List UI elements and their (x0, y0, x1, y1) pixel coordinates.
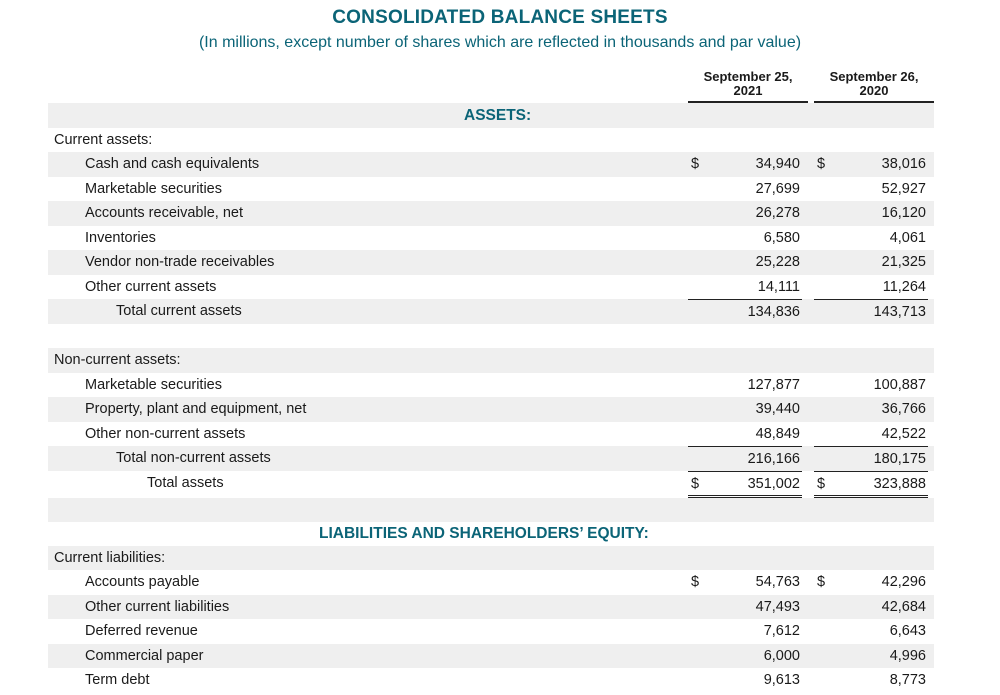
row-value: 127,877 (747, 376, 800, 393)
value-cell-2021 (688, 595, 802, 620)
currency-symbol: $ (817, 156, 826, 172)
row-value: 14,111 (757, 278, 800, 295)
value-cell-2021 (688, 668, 802, 693)
row-label: Property, plant and equipment, net (85, 401, 307, 417)
value-cell-2020 (814, 152, 928, 177)
row-value: 6,643 (889, 623, 926, 639)
value-cell-2020 (814, 644, 928, 669)
value-cell-2021 (688, 201, 802, 226)
column-header-2021 (688, 70, 808, 103)
value-cell-2020 (814, 250, 928, 275)
row-label: Accounts receivable, net (85, 205, 243, 221)
page-title: CONSOLIDATED BALANCE SHEETS (332, 7, 668, 28)
column-header-line: September 26, (829, 69, 919, 84)
table-row (48, 595, 934, 620)
row-label: Inventories (85, 229, 156, 246)
row-value: 351,002 (747, 475, 800, 492)
row-label: Current liabilities: (54, 549, 166, 566)
row-label: Other non-current assets (85, 425, 246, 442)
row-value: 34,940 (755, 156, 800, 172)
value-cell-2021 (688, 644, 802, 669)
currency-symbol: $ (691, 475, 700, 492)
column-header-line: 2020 (859, 83, 889, 98)
section-heading-assets: ASSETS: (464, 107, 532, 124)
value-cell-2021 (688, 299, 802, 324)
currency-symbol: $ (691, 574, 700, 590)
value-cell-2020 (814, 397, 928, 422)
table-row (48, 373, 934, 398)
row-label: Total current assets (116, 303, 242, 319)
value-cell-2021 (688, 397, 802, 422)
table-row (48, 422, 934, 447)
row-label: Deferred revenue (85, 623, 198, 639)
table-row-total (48, 446, 934, 471)
value-cell-2021 (688, 619, 802, 644)
row-value: 6,580 (763, 229, 800, 246)
value-cell-2021 (688, 275, 802, 300)
row-label: Other current assets (85, 278, 217, 295)
row-label: Other current liabilities (85, 598, 230, 615)
section-heading-liabilities: LIABILITIES AND SHAREHOLDERS’ EQUITY: (319, 525, 649, 542)
row-label: Total non-current assets (116, 450, 271, 466)
row-value: 26,278 (755, 205, 800, 221)
row-label: Total assets (147, 474, 224, 491)
row-value: 16,120 (881, 205, 926, 221)
table-row (48, 201, 934, 226)
row-label: Cash and cash equivalents (85, 156, 260, 172)
column-header-2020 (814, 70, 934, 103)
table-row (48, 397, 934, 422)
value-cell-2021 (688, 152, 802, 177)
row-value: 52,927 (881, 180, 926, 197)
row-value: 42,522 (881, 425, 926, 442)
row-value: 323,888 (873, 475, 926, 492)
row-value: 4,996 (889, 647, 926, 664)
column-header-line: 2021 (733, 83, 763, 98)
row-value: 48,849 (755, 425, 800, 442)
currency-symbol: $ (817, 574, 826, 590)
table-row (48, 668, 934, 693)
value-cell-2021 (688, 226, 802, 251)
row-value: 42,296 (881, 574, 926, 590)
value-cell-2021 (688, 570, 802, 595)
row-value: 180,175 (873, 451, 926, 467)
row-label: Non-current assets: (54, 352, 181, 368)
row-value: 36,766 (881, 401, 926, 417)
row-label: Accounts payable (85, 574, 200, 590)
row-value: 25,228 (755, 254, 800, 270)
table-row-total (48, 299, 934, 324)
row-label: Vendor non-trade receivables (85, 254, 275, 270)
row-value: 42,684 (881, 598, 926, 615)
table-row (48, 546, 934, 571)
row-value: 38,016 (881, 156, 926, 172)
page-subtitle: (In millions, except number of shares which are reflected in thousands and par value) (198, 34, 802, 51)
value-cell-2020 (814, 177, 928, 202)
table-row (48, 226, 934, 251)
row-value: 27,699 (755, 180, 800, 197)
currency-symbol: $ (691, 156, 700, 172)
table-row (48, 177, 934, 202)
row-value: 4,061 (889, 229, 926, 246)
row-value: 7,612 (763, 623, 800, 639)
row-value: 100,887 (873, 376, 926, 393)
row-label: Marketable securities (85, 180, 222, 197)
value-cell-2021 (688, 373, 802, 398)
value-cell-2020 (814, 471, 928, 498)
currency-symbol: $ (817, 475, 826, 492)
value-cell-2020 (814, 201, 928, 226)
table-row (48, 128, 934, 153)
table-row (48, 152, 934, 177)
value-cell-2020 (814, 373, 928, 398)
value-cell-2020 (814, 619, 928, 644)
table-row (48, 570, 934, 595)
value-cell-2020 (814, 422, 928, 447)
table-row (48, 275, 934, 300)
value-cell-2020 (814, 226, 928, 251)
value-cell-2021 (688, 422, 802, 447)
value-cell-2021 (688, 250, 802, 275)
row-label: Current assets: (54, 131, 153, 148)
value-cell-2021 (688, 471, 802, 498)
value-cell-2020 (814, 668, 928, 693)
table-row (48, 619, 934, 644)
section-row-liabilities (48, 521, 934, 546)
value-cell-2020 (814, 446, 928, 471)
value-cell-2020 (814, 570, 928, 595)
section-row-assets (48, 103, 934, 128)
row-value: 216,166 (747, 451, 800, 467)
row-value: 134,836 (747, 304, 800, 320)
row-label: Marketable securities (85, 376, 222, 393)
row-value: 39,440 (755, 401, 800, 417)
row-value: 47,493 (755, 598, 800, 615)
row-value: 8,773 (889, 672, 926, 688)
value-cell-2020 (814, 299, 928, 324)
value-cell-2020 (814, 275, 928, 300)
row-value: 11,264 (882, 278, 926, 295)
row-value: 54,763 (755, 574, 800, 590)
value-cell-2021 (688, 446, 802, 471)
column-header-line: September 25, (703, 69, 793, 84)
table-row (48, 348, 934, 373)
row-value: 9,613 (763, 672, 800, 688)
spacer-row (48, 498, 934, 523)
table-row-grand-total (48, 471, 934, 496)
spacer-row (48, 324, 934, 349)
table-row (48, 250, 934, 275)
row-value: 143,713 (873, 304, 926, 320)
row-value: 6,000 (763, 647, 800, 664)
value-cell-2021 (688, 177, 802, 202)
row-value: 21,325 (881, 254, 926, 270)
row-label: Term debt (85, 672, 150, 688)
row-label: Commercial paper (85, 647, 204, 664)
table-row (48, 644, 934, 669)
value-cell-2020 (814, 595, 928, 620)
